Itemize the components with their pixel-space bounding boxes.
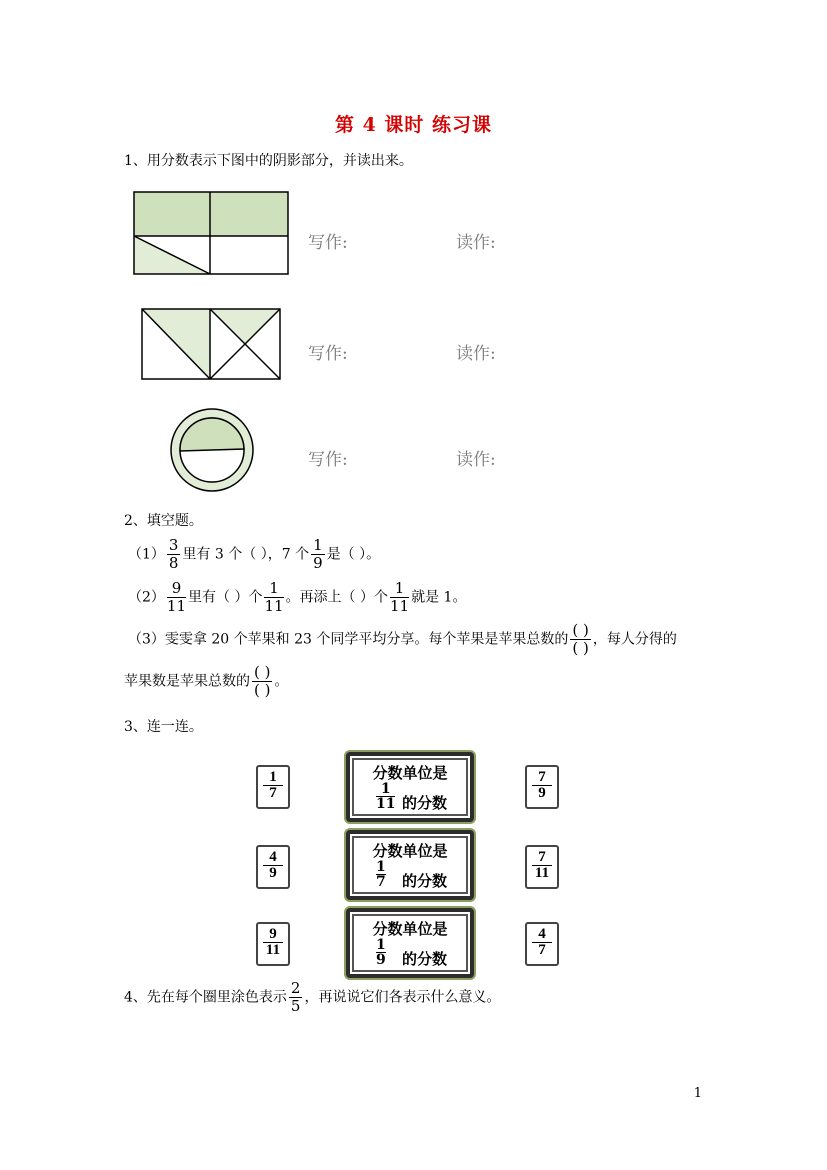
read-label-3: 读作:: [456, 450, 496, 470]
right-card-2[interactable]: 7 11: [525, 845, 559, 889]
fraction: $\frac{3}{8}$: [168, 536, 179, 572]
figure-triangle-rects: [136, 305, 286, 385]
read-label-2: 读作:: [456, 344, 496, 364]
plaque-1[interactable]: 分数单位是 1 11 的分数: [346, 752, 474, 822]
figure-rectangle-grid: [130, 188, 292, 280]
fraction: $\frac{2}{5}$: [290, 979, 301, 1015]
plaque-3[interactable]: 分数单位是 1 9 的分数: [346, 908, 474, 978]
blank-fraction: $\frac{( )}{( )}$: [572, 621, 589, 657]
q1-prompt: 1、用分数表示下图中的阴影部分，并读出来。: [124, 153, 413, 169]
q3-prompt: 3、连一连。: [124, 719, 203, 735]
q2-item-3-line1: （3）雯雯拿 20 个苹果和 23 个同学平均分享。每个苹果是苹果总数的 $\frac{( )}{( )}$ ，每人分得的: [128, 621, 677, 657]
left-card-1[interactable]: 1 7: [256, 765, 290, 809]
fraction: 1 11: [376, 781, 396, 812]
fraction: $\frac{1}{9}$: [313, 536, 323, 572]
plaque-2[interactable]: 分数单位是 1 7 的分数: [346, 830, 474, 900]
write-label-3: 写作:: [308, 450, 348, 470]
fraction: 1 9: [376, 937, 386, 968]
q2-item-2: （2） $\frac{9}{11}$ 里有（ ）个 $\frac{1}{11}$ 。再添上（ ）个 $\frac{1}{11}$ 就是 1。: [128, 579, 467, 615]
page-title: 第 4 课时 练习课: [334, 114, 493, 136]
fraction: $\frac{1}{11}$: [264, 579, 284, 615]
q2-item-1: （1） $\frac{3}{8}$ 里有 3 个（ ），7 个 $\frac{1}{9}$ 是（ ）。: [128, 536, 381, 572]
write-label-1: 写作:: [308, 233, 348, 253]
page-number: 1: [693, 1086, 702, 1101]
fraction: 1 7: [376, 859, 386, 890]
left-card-2[interactable]: 4 9: [256, 845, 290, 889]
fraction: $\frac{9}{11}$: [166, 579, 187, 615]
left-card-3[interactable]: 9 11: [256, 922, 290, 966]
read-label-1: 读作:: [456, 233, 496, 253]
figure-ring-circle: [164, 405, 264, 495]
write-label-2: 写作:: [308, 344, 348, 364]
fraction: $\frac{1}{11}$: [390, 579, 410, 615]
q2-item-3-line2: 苹果数是苹果总数的 $\frac{( )}{( )}$ 。: [124, 663, 289, 699]
right-card-3[interactable]: 4 7: [525, 922, 559, 966]
q2-prompt: 2、填空题。: [124, 513, 203, 529]
blank-fraction: $\frac{( )}{( )}$: [254, 663, 271, 699]
right-card-1[interactable]: 7 9: [525, 765, 559, 809]
q4-prompt: 4、先在每个圈里涂色表示 $\frac{2}{5}$ ，再说说它们各表示什么意义。: [124, 979, 501, 1015]
